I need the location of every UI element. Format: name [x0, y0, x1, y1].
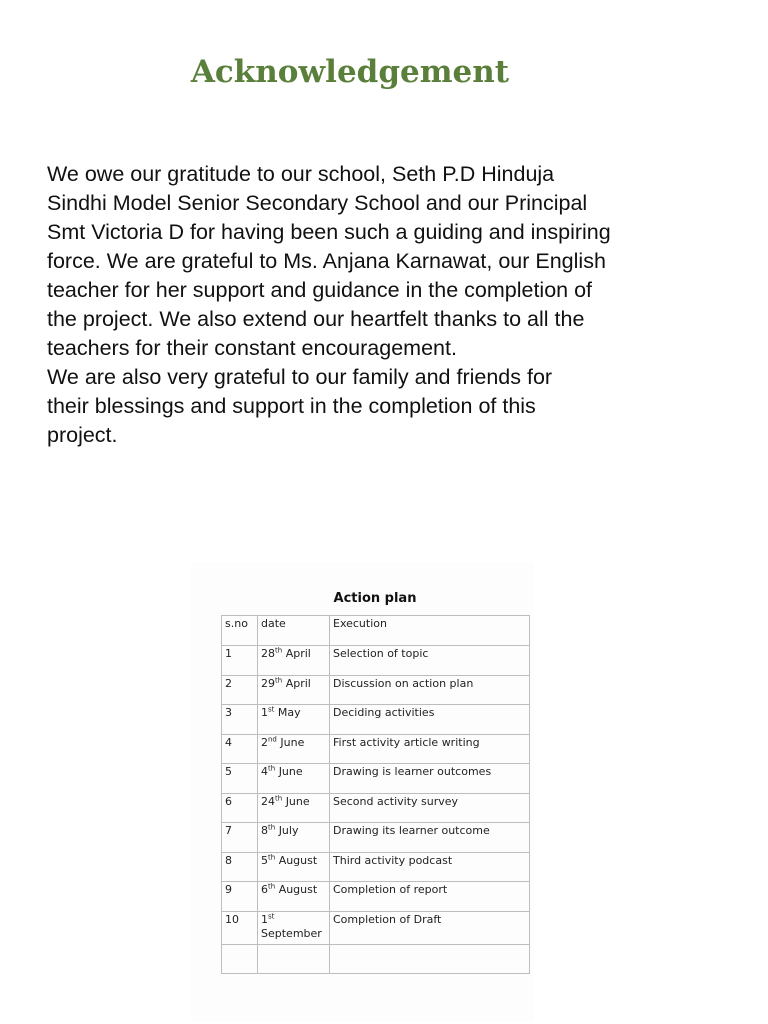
cell-date: [258, 764, 330, 794]
cell-sno: 6: [222, 794, 258, 823]
cell-execution: Third activity podcast: [330, 853, 530, 882]
date-day: 8: [261, 824, 268, 837]
cell-date: [258, 705, 330, 735]
date-suffix: th: [275, 794, 283, 803]
date-month: June: [280, 736, 305, 749]
date-suffix: th: [268, 882, 276, 891]
date-suffix: nd: [268, 735, 277, 744]
acknowledgement-paragraph: [47, 160, 707, 450]
paragraph-line: project.: [47, 423, 118, 447]
cell-execution: Completion of Draft: [330, 912, 530, 945]
cell-date: [258, 646, 330, 676]
date-day: 5: [261, 854, 268, 867]
cell-date: [258, 853, 330, 882]
cell-execution: Second activity survey: [330, 794, 530, 823]
paragraph-line: We owe our gratitude to our school, Seth P.D Hinduja: [47, 162, 555, 186]
cell-execution: Deciding activities: [330, 705, 530, 735]
date-month: May: [277, 706, 301, 719]
date-month: July: [278, 824, 299, 837]
date-month: August: [278, 883, 318, 896]
empty-cell: [330, 945, 530, 974]
cell-sno: 5: [222, 764, 258, 794]
table-row: [222, 794, 530, 823]
action-plan-caption: Action plan: [333, 591, 417, 606]
paragraph-line: force. We are grateful to Ms. Anjana Karnawat, our English: [47, 249, 606, 273]
table-row: [222, 676, 530, 705]
date-month: September: [261, 927, 322, 940]
cell-date: [258, 823, 330, 853]
date-day: 24: [261, 795, 275, 808]
date-suffix: th: [275, 676, 283, 685]
date-day: 29: [261, 677, 275, 690]
cell-execution: Discussion on action plan: [330, 676, 530, 705]
paragraph-line: teacher for her support and guidance in the completion of: [47, 278, 593, 302]
cell-execution: Drawing its learner outcome: [330, 823, 530, 853]
cell-execution: Completion of report: [330, 882, 530, 912]
cell-date: [258, 676, 330, 705]
empty-cell: [222, 945, 258, 974]
action-plan-table: [221, 615, 530, 974]
paragraph-line: the project. We also extend our heartfelt thanks to all the: [47, 307, 585, 331]
paragraph-line: Smt Victoria D for having been such a guiding and inspiring: [47, 220, 611, 244]
date-suffix: th: [268, 853, 276, 862]
date-month: April: [285, 647, 311, 660]
cell-sno: 1: [222, 646, 258, 676]
cell-sno: 10: [222, 912, 258, 945]
empty-cell: [258, 945, 330, 974]
date-day: 28: [261, 647, 275, 660]
date-day: 1: [261, 706, 268, 719]
date-suffix: th: [268, 764, 276, 773]
date-day: 4: [261, 765, 268, 778]
cell-sno: 8: [222, 853, 258, 882]
paragraph-line: teachers for their constant encouragement.: [47, 336, 457, 360]
cell-date: [258, 794, 330, 823]
date-day: 6: [261, 883, 268, 896]
cell-date: [258, 912, 330, 945]
date-month: April: [285, 677, 311, 690]
date-suffix: th: [268, 823, 276, 832]
table-row: [222, 882, 530, 912]
cell-date: [258, 882, 330, 912]
cell-sno: 9: [222, 882, 258, 912]
date-suffix: st: [268, 705, 275, 714]
cell-execution: First activity article writing: [330, 735, 530, 764]
table-row: [222, 735, 530, 764]
header-sno: s.no: [222, 616, 258, 646]
date-suffix: st: [268, 912, 275, 921]
table-row: [222, 764, 530, 794]
table-header-row: [222, 616, 530, 646]
header-execution: Execution: [330, 616, 530, 646]
cell-execution: Drawing is learner outcomes: [330, 764, 530, 794]
date-suffix: th: [275, 646, 283, 655]
date-month: August: [278, 854, 318, 867]
table-row: [222, 705, 530, 735]
header-date: date: [258, 616, 330, 646]
table-row: [222, 853, 530, 882]
paragraph-line: Sindhi Model Senior Secondary School and our Principal: [47, 191, 588, 215]
cell-sno: 4: [222, 735, 258, 764]
table-row: [222, 646, 530, 676]
cell-sno: 2: [222, 676, 258, 705]
date-day: 2: [261, 736, 268, 749]
cell-sno: 3: [222, 705, 258, 735]
date-month: June: [285, 795, 310, 808]
cell-date: [258, 735, 330, 764]
paragraph-line: their blessings and support in the completion of this: [47, 394, 536, 418]
date-month: June: [278, 765, 303, 778]
paragraph-line: We are also very grateful to our family and friends for: [47, 365, 553, 389]
page-title: Acknowledgement: [190, 54, 510, 90]
cell-sno: 7: [222, 823, 258, 853]
table-row: [222, 823, 530, 853]
cell-execution: Selection of topic: [330, 646, 530, 676]
table-row: [222, 912, 530, 945]
date-day: 1: [261, 913, 268, 926]
table-row-empty: [222, 945, 530, 974]
